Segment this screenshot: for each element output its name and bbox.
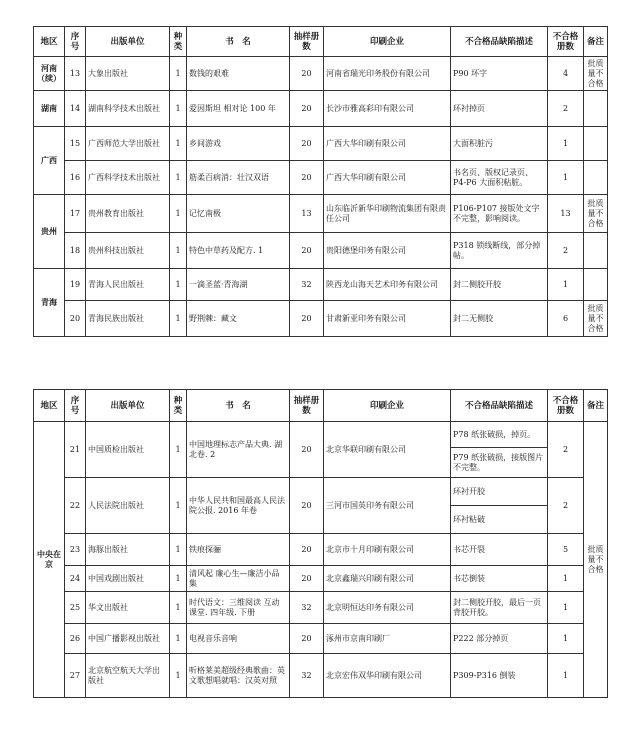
seq-cell: 24 bbox=[65, 566, 86, 592]
header-row bbox=[34, 390, 608, 422]
seq-cell: 19 bbox=[65, 269, 86, 301]
kinds-cell: 1 bbox=[170, 161, 187, 195]
header-remark: 备注 bbox=[584, 390, 608, 422]
remark-cell bbox=[584, 161, 608, 195]
header-book: 书 名 bbox=[187, 27, 290, 57]
book-cell: 电视音乐音响 bbox=[187, 624, 290, 654]
defect-cell: 环衬开胶 bbox=[451, 478, 548, 506]
header-kinds: 种类 bbox=[170, 390, 187, 422]
unqualified-cell: 4 bbox=[548, 57, 584, 91]
book-cell: 时代语文：三维阅读 互动课堂. 四年级. 下册 bbox=[187, 592, 290, 624]
defect-cell: P222 部分掉页 bbox=[451, 624, 548, 654]
table-row bbox=[34, 161, 608, 195]
printer-cell: 北京华联印刷有限公司 bbox=[324, 422, 451, 478]
printer-cell: 北京鑫瑞兴印刷有限公司 bbox=[324, 566, 451, 592]
unqualified-cell: 1 bbox=[548, 161, 584, 195]
printer-cell: 广西大华印刷有限公司 bbox=[324, 127, 451, 161]
printer-cell: 三河市国英印务有限公司 bbox=[324, 478, 451, 534]
publisher-cell: 贵州科技出版社 bbox=[86, 233, 170, 269]
unqualified-cell: 5 bbox=[548, 534, 584, 566]
sampled-cell: 20 bbox=[290, 478, 324, 534]
header-sampled: 抽样册数 bbox=[290, 390, 324, 422]
publisher-cell: 大象出版社 bbox=[86, 57, 170, 91]
header-kinds: 种类 bbox=[170, 27, 187, 57]
unqualified-cell: 13 bbox=[548, 195, 584, 233]
sampled-cell: 32 bbox=[290, 592, 324, 624]
publisher-cell: 中国质检出版社 bbox=[86, 422, 170, 478]
seq-cell: 22 bbox=[65, 478, 86, 534]
header-row bbox=[34, 27, 608, 57]
printer-cell: 河南省瑞光印务股份有限公司 bbox=[324, 57, 451, 91]
header-region: 地区 bbox=[34, 27, 65, 57]
book-cell: 数钱的艰难 bbox=[187, 57, 290, 91]
defect-cell: 环衬掉页 bbox=[451, 91, 548, 127]
defect-cell: 封二无侧胶 bbox=[451, 301, 548, 337]
remark-cell bbox=[584, 91, 608, 127]
region-cell: 贵州 bbox=[34, 195, 65, 269]
header-book: 书 名 bbox=[187, 390, 290, 422]
printer-cell: 贵阳德堡印务有限公司 bbox=[324, 233, 451, 269]
sampled-cell: 20 bbox=[290, 57, 324, 91]
header-unqualified: 不合格册数 bbox=[548, 27, 584, 57]
defect-cell: 环衬粘破 bbox=[451, 506, 548, 534]
publisher-cell: 青海民族出版社 bbox=[86, 301, 170, 337]
header-printer: 印刷企业 bbox=[324, 390, 451, 422]
defect-cell: P106-P107 接版处文字不完整，影响阅读。 bbox=[451, 195, 548, 233]
kinds-cell: 1 bbox=[170, 534, 187, 566]
unqualified-cell: 2 bbox=[548, 478, 584, 534]
kinds-cell: 1 bbox=[170, 233, 187, 269]
book-cell: 一滴圣蓝·青海湖 bbox=[187, 269, 290, 301]
table-row bbox=[34, 592, 608, 624]
publisher-cell: 中国戏剧出版社 bbox=[86, 566, 170, 592]
table-row bbox=[34, 57, 608, 91]
defect-cell: 封二侧胶开胶 bbox=[451, 269, 548, 301]
publisher-cell: 人民法院出版社 bbox=[86, 478, 170, 534]
table-row bbox=[34, 566, 608, 592]
printer-cell: 涿州市京南印刷厂 bbox=[324, 624, 451, 654]
kinds-cell: 1 bbox=[170, 301, 187, 337]
region-cell: 湖南 bbox=[34, 91, 65, 127]
table-row bbox=[34, 478, 608, 506]
kinds-cell: 1 bbox=[170, 422, 187, 478]
sampled-cell: 20 bbox=[290, 91, 324, 127]
table-row bbox=[34, 233, 608, 269]
kinds-cell: 1 bbox=[170, 592, 187, 624]
table-row bbox=[34, 624, 608, 654]
publisher-cell: 青海人民出版社 bbox=[86, 269, 170, 301]
unqualified-cell: 2 bbox=[548, 233, 584, 269]
seq-cell: 20 bbox=[65, 301, 86, 337]
publisher-cell: 华文出版社 bbox=[86, 592, 170, 624]
sampled-cell: 13 bbox=[290, 195, 324, 233]
defect-cell: P318 锁线断线，部分掉帖。 bbox=[451, 233, 548, 269]
sampled-cell: 32 bbox=[290, 269, 324, 301]
header-publisher: 出版单位 bbox=[86, 390, 170, 422]
seq-cell: 27 bbox=[65, 654, 86, 698]
seq-cell: 13 bbox=[65, 57, 86, 91]
book-cell: 听格莱美超级经典歌曲：英文歌想唱就唱：汉英对照 bbox=[187, 654, 290, 698]
header-remark: 备注 bbox=[584, 27, 608, 57]
kinds-cell: 1 bbox=[170, 478, 187, 534]
book-cell: 乡间游戏 bbox=[187, 127, 290, 161]
unqualified-cell: 1 bbox=[548, 592, 584, 624]
header-sampled: 抽样册数 bbox=[290, 27, 324, 57]
printer-cell: 北京宏伟双华印刷有限公司 bbox=[324, 654, 451, 698]
region-cell: 青海 bbox=[34, 269, 65, 337]
publisher-cell: 广西师范大学出版社 bbox=[86, 127, 170, 161]
remark-cell: 批质量不合格 bbox=[584, 301, 608, 337]
sampled-cell: 20 bbox=[290, 566, 324, 592]
defect-cell: 书芯倒装 bbox=[451, 566, 548, 592]
defect-cell: P78 纸张破损，掉页。 bbox=[451, 422, 548, 448]
sampled-cell: 20 bbox=[290, 233, 324, 269]
printer-cell: 广西大华印刷有限公司 bbox=[324, 161, 451, 195]
sampled-cell: 32 bbox=[290, 654, 324, 698]
header-seq: 序号 bbox=[65, 27, 86, 57]
book-cell: 爱因斯坦 相对论 100 年 bbox=[187, 91, 290, 127]
publisher-cell: 中国广播影视出版社 bbox=[86, 624, 170, 654]
publisher-cell: 湖南科学技术出版社 bbox=[86, 91, 170, 127]
book-cell: 特色中草药及配方. 1 bbox=[187, 233, 290, 269]
seq-cell: 18 bbox=[65, 233, 86, 269]
defect-cell: P79 纸张破损，接版图片不完整。 bbox=[451, 448, 548, 478]
defect-table-1 bbox=[33, 26, 608, 337]
header-publisher: 出版单位 bbox=[86, 27, 170, 57]
remark-cell: 批质量不合格 bbox=[584, 422, 608, 698]
seq-cell: 25 bbox=[65, 592, 86, 624]
seq-cell: 17 bbox=[65, 195, 86, 233]
table-row bbox=[34, 91, 608, 127]
kinds-cell: 1 bbox=[170, 127, 187, 161]
unqualified-cell: 2 bbox=[548, 422, 584, 478]
remark-cell bbox=[584, 233, 608, 269]
remark-cell: 批质量不合格 bbox=[584, 195, 608, 233]
header-unqualified: 不合格册数 bbox=[548, 390, 584, 422]
kinds-cell: 1 bbox=[170, 566, 187, 592]
printer-cell: 北京市十月印刷有限公司 bbox=[324, 534, 451, 566]
table-row bbox=[34, 269, 608, 301]
unqualified-cell: 1 bbox=[548, 566, 584, 592]
sampled-cell: 20 bbox=[290, 422, 324, 478]
header-region: 地区 bbox=[34, 390, 65, 422]
defect-cell: 书名页、版权记录页、P4-P6 大面积粘脏。 bbox=[451, 161, 548, 195]
kinds-cell: 1 bbox=[170, 57, 187, 91]
defect-cell: P309-P316 倒装 bbox=[451, 654, 548, 698]
kinds-cell: 1 bbox=[170, 624, 187, 654]
unqualified-cell: 1 bbox=[548, 269, 584, 301]
kinds-cell: 1 bbox=[170, 195, 187, 233]
sampled-cell: 20 bbox=[290, 624, 324, 654]
publisher-cell: 北京航空航天大学出版社 bbox=[86, 654, 170, 698]
header-printer: 印刷企业 bbox=[324, 27, 451, 57]
book-cell: 记忆南极 bbox=[187, 195, 290, 233]
header-defect: 不合格品缺陷描述 bbox=[451, 27, 548, 57]
seq-cell: 23 bbox=[65, 534, 86, 566]
defect-table-2 bbox=[33, 389, 608, 698]
table-row bbox=[34, 654, 608, 698]
seq-cell: 16 bbox=[65, 161, 86, 195]
defect-cell: 书芯开裂 bbox=[451, 534, 548, 566]
printer-cell: 长沙市雅高彩印有限公司 bbox=[324, 91, 451, 127]
header-seq: 序号 bbox=[65, 390, 86, 422]
publisher-cell: 广西科学技术出版社 bbox=[86, 161, 170, 195]
remark-cell: 批质量不合格 bbox=[584, 57, 608, 91]
defect-cell: 大面积脏污 bbox=[451, 127, 548, 161]
book-cell: 筋柔百病消：壮汉双语 bbox=[187, 161, 290, 195]
unqualified-cell: 2 bbox=[548, 91, 584, 127]
book-cell: 中国地理标志产品大典. 湖北卷. 2 bbox=[187, 422, 290, 478]
sampled-cell: 20 bbox=[290, 301, 324, 337]
printer-cell: 陕西龙山海天艺术印务有限公司 bbox=[324, 269, 451, 301]
seq-cell: 14 bbox=[65, 91, 86, 127]
seq-cell: 26 bbox=[65, 624, 86, 654]
region-cell: 广西 bbox=[34, 127, 65, 195]
unqualified-cell: 1 bbox=[548, 654, 584, 698]
region-cell: 河南（续） bbox=[34, 57, 65, 91]
seq-cell: 21 bbox=[65, 422, 86, 478]
publisher-cell: 贵州教育出版社 bbox=[86, 195, 170, 233]
remark-cell bbox=[584, 127, 608, 161]
sampled-cell: 20 bbox=[290, 161, 324, 195]
region-cell: 中央在京 bbox=[34, 422, 65, 698]
table-row bbox=[34, 127, 608, 161]
sampled-cell: 20 bbox=[290, 127, 324, 161]
book-cell: 野荆棘：藏文 bbox=[187, 301, 290, 337]
table-row bbox=[34, 195, 608, 233]
kinds-cell: 1 bbox=[170, 654, 187, 698]
kinds-cell: 1 bbox=[170, 91, 187, 127]
seq-cell: 15 bbox=[65, 127, 86, 161]
kinds-cell: 1 bbox=[170, 269, 187, 301]
defect-cell: P90 坏字 bbox=[451, 57, 548, 91]
printer-cell: 北京明恒达印务有限公司 bbox=[324, 592, 451, 624]
unqualified-cell: 1 bbox=[548, 624, 584, 654]
table-row bbox=[34, 534, 608, 566]
unqualified-cell: 6 bbox=[548, 301, 584, 337]
publisher-cell: 海豚出版社 bbox=[86, 534, 170, 566]
book-cell: 中华人民共和国最高人民法院公报. 2016 年卷 bbox=[187, 478, 290, 534]
book-cell: 铁痕探骊 bbox=[187, 534, 290, 566]
defect-cell: 封二侧胶开胶，最后一页背胶开胶。 bbox=[451, 592, 548, 624]
table-row bbox=[34, 301, 608, 337]
remark-cell bbox=[584, 269, 608, 301]
book-cell: 清风起 廉心生—廉洁小品集 bbox=[187, 566, 290, 592]
printer-cell: 甘肃新亚印务有限公司 bbox=[324, 301, 451, 337]
sampled-cell: 20 bbox=[290, 534, 324, 566]
printer-cell: 山东临沂新华印刷物流集团有限责任公司 bbox=[324, 195, 451, 233]
table-row bbox=[34, 422, 608, 448]
header-defect: 不合格品缺陷描述 bbox=[451, 390, 548, 422]
unqualified-cell: 1 bbox=[548, 127, 584, 161]
